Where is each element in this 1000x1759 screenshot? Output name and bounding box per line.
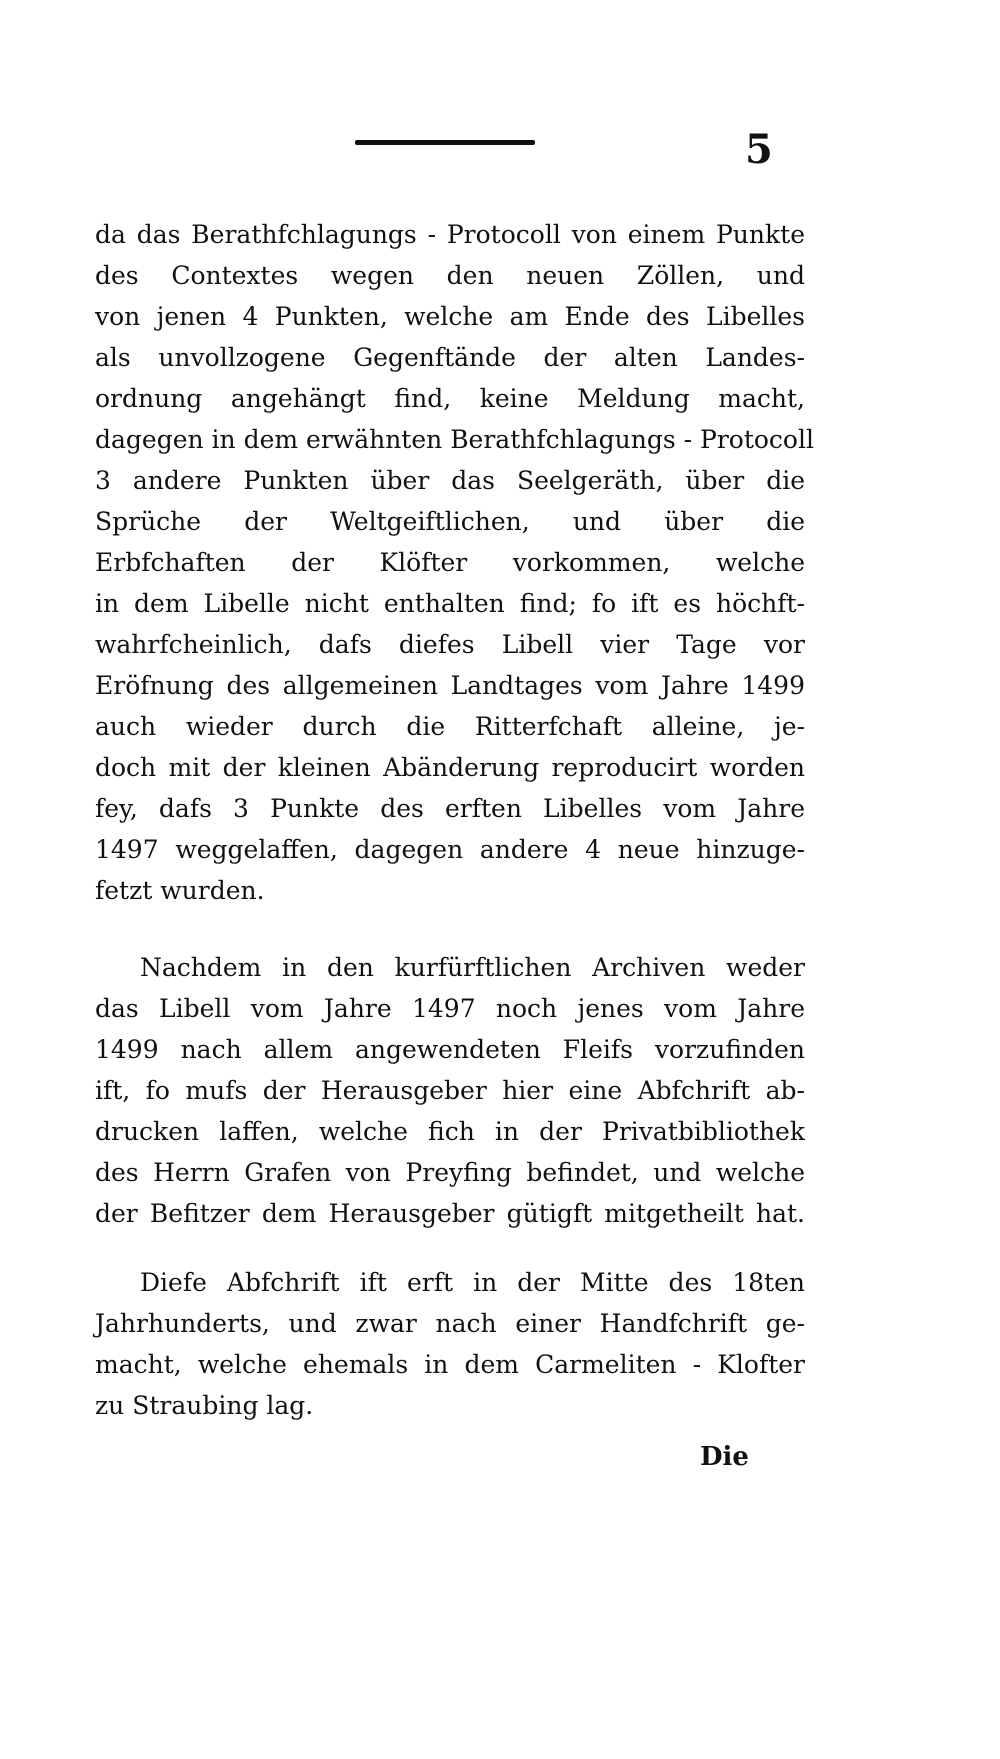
text-line: dagegen in dem erwähnten Berathfchlagungs - Protocoll xyxy=(95,425,814,454)
text-line: fetzt wurden. xyxy=(95,876,265,905)
paragraph-3 xyxy=(95,1262,805,1426)
text-line: Sprüche der Weltgeiftlichen, und über die xyxy=(95,507,805,536)
header-rule xyxy=(355,140,535,145)
text-line: ordnung angehängt find, keine Meldung macht, xyxy=(95,384,805,413)
text-line: von jenen 4 Punkten, welche am Ende des Libelles xyxy=(95,302,805,331)
text-line: der Befitzer dem Herausgeber gütigft mitgetheilt hat. xyxy=(95,1199,805,1228)
text-line: Jahrhunderts, und zwar nach einer Handfchrift ge- xyxy=(95,1309,805,1338)
text-line: da das Berathfchlagungs - Protocoll von einem Punkte xyxy=(95,220,805,249)
text-line: doch mit der kleinen Abänderung reproducirt worden xyxy=(95,753,805,782)
catchword: Die xyxy=(700,1442,749,1472)
text-line: 3 andere Punkten über das Seelgeräth, über die xyxy=(95,466,805,495)
paragraph-1 xyxy=(95,214,814,911)
text-line: fey, dafs 3 Punkte des erften Libelles vom Jahre xyxy=(95,794,805,823)
text-line: das Libell vom Jahre 1497 noch jenes vom Jahre xyxy=(95,994,805,1023)
text-line: zu Straubing lag. xyxy=(95,1391,314,1420)
page-number: 5 xyxy=(745,126,773,173)
text-line: ift, fo mufs der Herausgeber hier eine Abfchrift ab- xyxy=(95,1076,805,1105)
text-line: des Contextes wegen den neuen Zöllen, und xyxy=(95,261,805,290)
text-line: des Herrn Grafen von Preyfing befindet, und welche xyxy=(95,1158,805,1187)
text-line: Nachdem in den kurfürftlichen Archiven weder xyxy=(140,953,805,982)
text-line: auch wieder durch die Ritterfchaft alleine, je- xyxy=(95,712,805,741)
paragraph-2 xyxy=(95,947,805,1234)
text-line: als unvollzogene Gegenftände der alten Landes- xyxy=(95,343,805,372)
text-line: drucken laffen, welche fich in der Privatbibliothek xyxy=(95,1117,805,1146)
text-line: wahrfcheinlich, dafs diefes Libell vier Tage vor xyxy=(95,630,805,659)
text-line: in dem Libelle nicht enthalten find; fo ift es höchft- xyxy=(95,589,805,618)
text-line: 1499 nach allem angewendeten Fleifs vorzufinden xyxy=(95,1035,805,1064)
text-line: Diefe Abfchrift ift erft in der Mitte des 18ten xyxy=(140,1268,805,1297)
text-line: Erbfchaften der Klöfter vorkommen, welche xyxy=(95,548,805,577)
text-line: macht, welche ehemals in dem Carmeliten - Klofter xyxy=(95,1350,805,1379)
text-line: Eröfnung des allgemeinen Landtages vom Jahre 1499 xyxy=(95,671,805,700)
text-line: 1497 weggelaffen, dagegen andere 4 neue hinzuge- xyxy=(95,835,805,864)
